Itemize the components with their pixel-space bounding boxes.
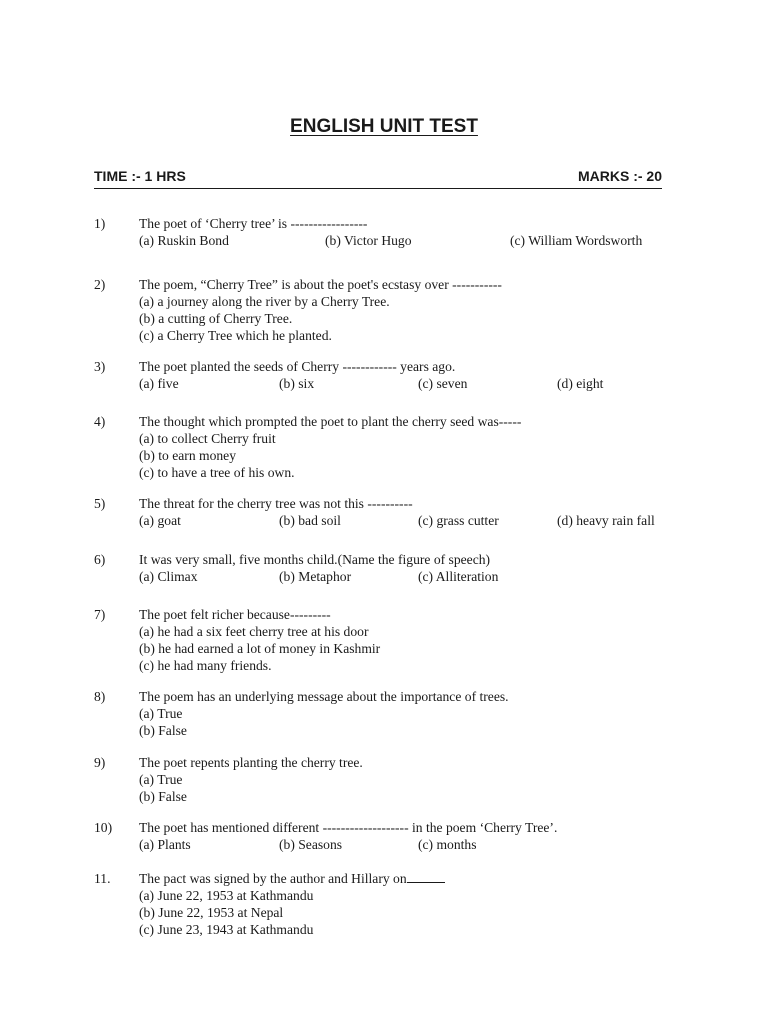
question-number: 7) — [94, 607, 106, 622]
marks-label: MARKS :- 20 — [577, 168, 662, 184]
option-a: (a) five — [139, 376, 179, 391]
option-b: (b) False — [139, 789, 187, 804]
option-c: (c) months — [418, 837, 477, 852]
option-a: (a) goat — [139, 513, 181, 528]
question-body — [139, 358, 699, 392]
question-text: The threat for the cherry tree was not this ---------- — [139, 496, 413, 511]
option-a: (a) to collect Cherry fruit — [139, 431, 276, 446]
question-number: 6) — [94, 552, 106, 567]
option-a: (a) a journey along the river by a Cherry Tree. — [139, 294, 390, 309]
question-body — [139, 413, 699, 481]
question-body — [139, 819, 699, 853]
page-title — [0, 116, 768, 138]
option-d: (d) eight — [557, 376, 604, 391]
option-a: (a) Plants — [139, 837, 191, 852]
question-number: 1) — [94, 216, 106, 231]
options-row — [139, 232, 699, 249]
option-b: (b) June 22, 1953 at Nepal — [139, 905, 284, 920]
question-body — [139, 276, 699, 344]
options-row — [139, 568, 699, 585]
option-a: (a) June 22, 1953 at Kathmandu — [139, 888, 314, 903]
option-a: (a) Climax — [139, 569, 198, 584]
answer-blank — [407, 870, 445, 883]
question-number: 4) — [94, 414, 106, 429]
question-text-content: The pact was signed by the author and Hillary on — [139, 871, 407, 886]
question-text: It was very small, five months child.(Name the figure of speech) — [139, 552, 491, 567]
option-c: (c) June 23, 1943 at Kathmandu — [139, 922, 314, 937]
options-row — [139, 375, 699, 392]
option-b: (b) he had earned a lot of money in Kashmir — [139, 641, 381, 656]
option-b: (b) Metaphor — [279, 569, 352, 584]
question-text: The poet repents planting the cherry tree. — [139, 755, 363, 770]
option-a: (a) Ruskin Bond — [139, 233, 229, 248]
time-label: TIME :- 1 HRS — [94, 168, 186, 184]
option-b: (b) False — [139, 723, 187, 738]
question-number: 11. — [94, 871, 111, 886]
option-c: (c) Alliteration — [418, 569, 499, 584]
question-body — [139, 754, 699, 805]
option-c: (c) grass cutter — [418, 513, 499, 528]
question-number: 8) — [94, 689, 106, 704]
question-text: The poet has mentioned different ------------------- in the poem ‘Cherry Tree’. — [139, 820, 558, 835]
question-body — [139, 870, 699, 938]
option-b: (b) six — [279, 376, 315, 391]
question-text: The poet felt richer because--------- — [139, 607, 331, 622]
question-text: The poet of ‘Cherry tree’ is ----------------- — [139, 216, 368, 231]
option-b: (b) bad soil — [279, 513, 341, 528]
question-body — [139, 688, 699, 739]
option-c: (c) William Wordsworth — [510, 233, 643, 248]
question-body — [139, 495, 699, 529]
option-d: (d) heavy rain fall — [557, 513, 655, 528]
option-a: (a) he had a six feet cherry tree at his door — [139, 624, 369, 639]
option-c: (c) a Cherry Tree which he planted. — [139, 328, 332, 343]
option-b: (b) Victor Hugo — [325, 233, 412, 248]
question-number: 5) — [94, 496, 106, 511]
option-a: (a) True — [139, 706, 183, 721]
question-body — [139, 215, 699, 249]
question-number: 10) — [94, 820, 113, 835]
option-c: (c) to have a tree of his own. — [139, 465, 295, 480]
options-row — [139, 512, 699, 529]
title-text: ENGLISH UNIT TEST — [290, 116, 478, 137]
meta-row — [94, 168, 662, 189]
option-a: (a) True — [139, 772, 183, 787]
option-c: (c) he had many friends. — [139, 658, 272, 673]
question-text: The thought which prompted the poet to plant the cherry seed was----- — [139, 414, 522, 429]
question-body — [139, 551, 699, 585]
question-text: The poem has an underlying message about the importance of trees. — [139, 689, 509, 704]
question-number: 3) — [94, 359, 106, 374]
question-number: 9) — [94, 755, 106, 770]
question-text: The poem, “Cherry Tree” is about the poet's ecstasy over ----------- — [139, 277, 502, 292]
question-text — [139, 870, 699, 887]
question-text: The poet planted the seeds of Cherry ------------ years ago. — [139, 359, 456, 374]
option-b: (b) to earn money — [139, 448, 237, 463]
option-b: (b) a cutting of Cherry Tree. — [139, 311, 293, 326]
question-number: 2) — [94, 277, 106, 292]
option-c: (c) seven — [418, 376, 468, 391]
option-b: (b) Seasons — [279, 837, 343, 852]
question-body — [139, 606, 699, 674]
options-row — [139, 836, 699, 853]
